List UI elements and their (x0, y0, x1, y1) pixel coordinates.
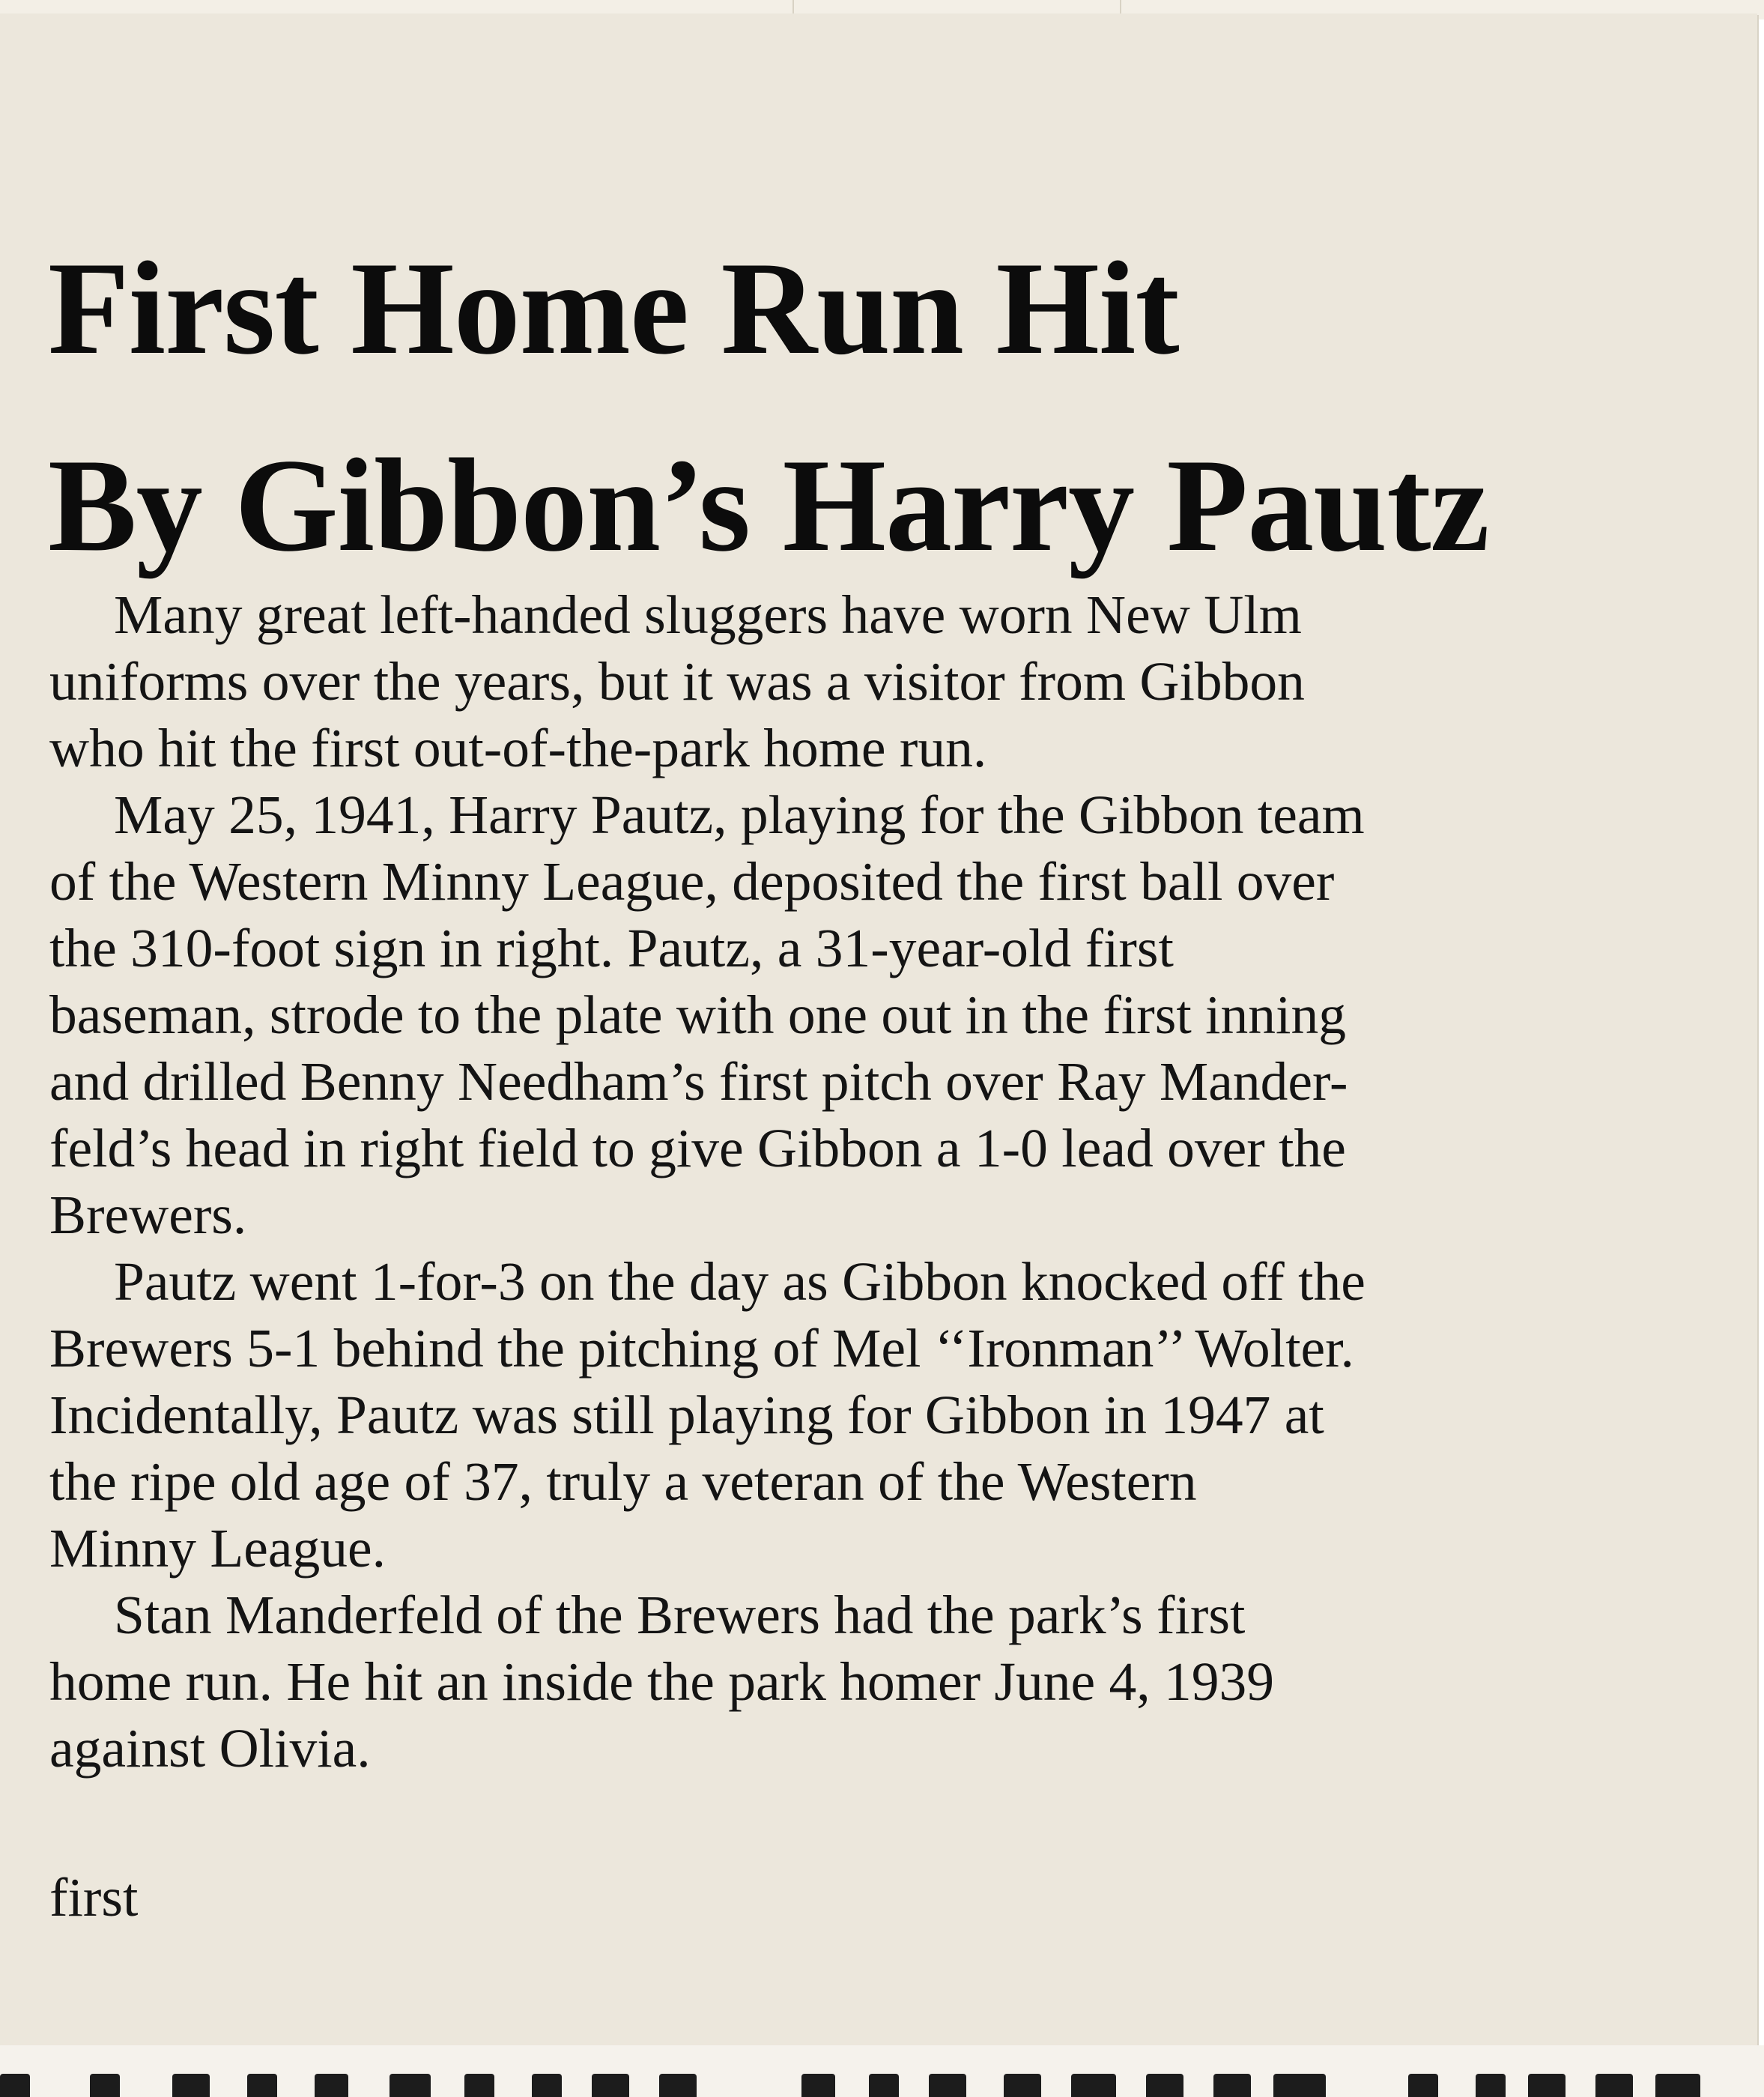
article-paragraph-3 (49, 1248, 1720, 1582)
text-line: of the Western Minny League, deposited the first ball over (49, 851, 1335, 912)
headline-line-1: First Home Run Hit (48, 234, 1179, 382)
text-line: home run. He hit an inside the park homer June 4, 1939 (49, 1651, 1275, 1712)
cut-off-text-fragment (1004, 2074, 1041, 2097)
text-line: the 310-foot sign in right. Pautz, a 31-year-old first (49, 918, 1174, 978)
cut-off-text-fragment (1146, 2074, 1183, 2097)
text-line: baseman, strode to the plate with one out in the first inning (49, 984, 1346, 1045)
text-line: against Olivia. (49, 1718, 371, 1779)
text-line: feld’s head in right field to give Gibbon a 1-0 lead over the (49, 1118, 1346, 1178)
cut-off-text-fragment (1408, 2074, 1438, 2097)
cut-off-text-fragment (532, 2074, 562, 2097)
text-line: May 25, 1941, Harry Pautz, playing for the Gibbon team (114, 784, 1365, 845)
text-line: Stan Manderfeld of the Brewers had the park’s first (114, 1585, 1246, 1645)
cut-off-text-fragment (1476, 2074, 1506, 2097)
cut-off-text-fragment (1528, 2074, 1566, 2097)
text-line: Minny League. (49, 1518, 387, 1579)
cut-off-text-fragment (464, 2074, 494, 2097)
text-line: Pautz went 1-for-3 on the day as Gibbon knocked off the (114, 1251, 1366, 1312)
text-line: Incidentally, Pautz was still playing for Gibbon in 1947 at (49, 1385, 1324, 1445)
text-line: Brewers. (49, 1184, 247, 1245)
article-body (49, 581, 1720, 1782)
text-line: Brewers 5-1 behind the pitching of Mel ‘‘Ironman’’ Wolter. (49, 1318, 1354, 1379)
cut-off-text-fragment (659, 2074, 697, 2097)
text-line: the ripe old age of 37, truly a veteran of the Western (49, 1451, 1197, 1512)
cut-off-text-fragment (1213, 2074, 1251, 2097)
text-line: uniforms over the years, but it was a visitor from Gibbon (49, 651, 1305, 712)
cut-off-text-fragment (1071, 2074, 1116, 2097)
cut-off-text-fragment (90, 2074, 120, 2097)
cut-off-text-fragment (1655, 2074, 1700, 2097)
cut-off-text-fragment (315, 2074, 348, 2097)
cut-off-text-fragment (390, 2074, 431, 2097)
article-paragraph-1 (49, 581, 1720, 781)
cut-off-text-fragment (247, 2074, 277, 2097)
text-line: and drilled Benny Needham’s first pitch over Ray Mander- (49, 1051, 1348, 1112)
footer-word: first (49, 1867, 139, 1928)
cut-off-text-fragment (592, 2074, 629, 2097)
headline (48, 210, 1733, 604)
article-paragraph-4 (49, 1582, 1720, 1782)
article-paragraph-2 (49, 781, 1720, 1248)
underlying-page-fragment (0, 2045, 1764, 2097)
cut-off-text-fragment (1595, 2074, 1633, 2097)
cut-off-text-fragment (929, 2074, 966, 2097)
newspaper-clipping (0, 13, 1757, 2045)
cut-off-text-fragment (1273, 2074, 1326, 2097)
cut-off-text-fragment (869, 2074, 899, 2097)
text-line: who hit the first out-of-the-park home run. (49, 718, 987, 778)
headline-line-2: By Gibbon’s Harry Pautz (48, 431, 1489, 579)
text-line: Many great left-handed sluggers have worn New Ulm (114, 584, 1302, 645)
cut-off-text-fragment (172, 2074, 210, 2097)
cut-off-text-fragment (0, 2074, 30, 2097)
cut-off-text-fragment (801, 2074, 835, 2097)
